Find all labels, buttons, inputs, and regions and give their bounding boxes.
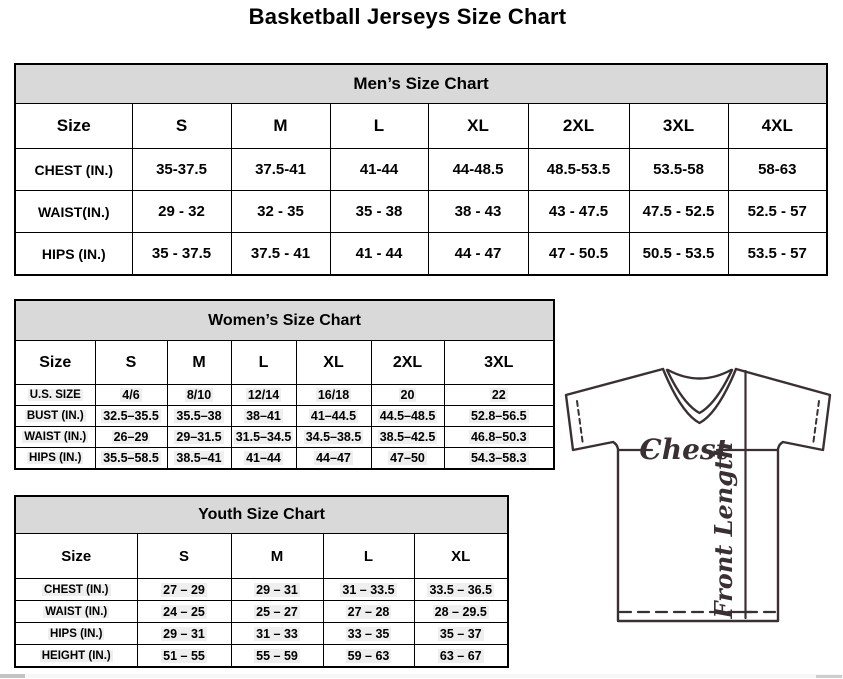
collar-inner-v: [667, 370, 732, 413]
youth-table-title: Youth Size Chart: [15, 496, 508, 534]
column-header: L: [330, 104, 428, 149]
highlighted-text: HEIGHT (IN.): [41, 649, 111, 662]
row-label: WAIST(IN.): [15, 191, 132, 233]
highlighted-text: 44.5–48.5: [379, 409, 436, 423]
highlighted-text: 52.8–56.5: [470, 409, 527, 423]
right-cuff-dashed-line: [813, 401, 819, 445]
column-header: S: [95, 341, 167, 385]
value-cell: [137, 601, 231, 623]
collar-outer-v: [663, 369, 736, 423]
size-column-label: Size: [15, 341, 95, 385]
highlighted-text: BUST (IN.): [26, 410, 84, 422]
value-cell: 50.5 - 53.5: [629, 233, 728, 276]
highlighted-text: U.S. SIZE: [29, 389, 81, 401]
collar-back-arc: [668, 370, 731, 379]
column-header: XL: [428, 104, 528, 149]
highlighted-text: 38–41: [246, 409, 281, 423]
highlighted-text: 33 – 35: [347, 626, 390, 641]
highlighted-text: 35 – 37: [439, 626, 482, 641]
page-title: Basketball Jerseys Size Chart: [248, 4, 567, 29]
column-header: 2XL: [371, 341, 444, 385]
value-cell: 35 - 37.5: [132, 233, 231, 276]
value-cell: 53.5-58: [629, 149, 728, 191]
value-cell: 43 - 47.5: [528, 191, 629, 233]
table-row: [15, 579, 508, 601]
value-cell: [444, 448, 554, 470]
value-cell: 48.5-53.5: [528, 149, 629, 191]
highlighted-text: 32.5–35.5: [103, 409, 159, 423]
highlighted-text: 38.5–41: [176, 451, 222, 465]
youth-size-table: [14, 495, 509, 668]
row-label: [15, 427, 95, 448]
column-header: L: [231, 341, 296, 385]
value-cell: 35-37.5: [132, 149, 231, 191]
highlighted-text: CHEST (IN.): [43, 583, 109, 596]
womens-size-table: [14, 299, 555, 470]
highlighted-text: 25 – 27: [256, 604, 298, 619]
highlighted-text: 54.3–58.3: [470, 451, 527, 465]
column-header: M: [167, 341, 231, 385]
table-row: [15, 427, 554, 448]
horizontal-scrollbar-thumb-left[interactable]: [0, 674, 25, 678]
row-label: [15, 579, 137, 601]
highlighted-text: 46.8–50.3: [470, 430, 527, 444]
highlighted-text: HIPS (IN.): [50, 627, 103, 640]
value-cell: [371, 427, 444, 448]
value-cell: 47.5 - 52.5: [629, 191, 728, 233]
value-cell: [95, 427, 167, 448]
left-cuff-dashed-line: [577, 401, 583, 445]
highlighted-text: 29 – 31: [163, 626, 205, 641]
column-header: 3XL: [629, 104, 728, 149]
value-cell: [137, 645, 231, 668]
row-label: CHEST (IN.): [15, 149, 132, 191]
mens-size-table: [14, 63, 828, 276]
size-column-label: Size: [15, 534, 137, 579]
value-cell: [444, 385, 554, 406]
table-row: [15, 406, 554, 427]
row-label: [15, 645, 137, 668]
table-row: [15, 645, 508, 668]
value-cell: 47 - 50.5: [528, 233, 629, 276]
value-cell: [95, 406, 167, 427]
column-header: L: [323, 534, 414, 579]
value-cell: [137, 579, 231, 601]
value-cell: 52.5 - 57: [728, 191, 827, 233]
horizontal-scrollbar-thumb-right[interactable]: [816, 675, 842, 678]
value-cell: [137, 623, 231, 645]
row-label: HIPS (IN.): [15, 233, 132, 276]
jersey-outline: [566, 369, 830, 621]
value-cell: 37.5 - 41: [231, 233, 330, 276]
value-cell: 35 - 38: [330, 191, 428, 233]
column-header: 2XL: [528, 104, 629, 149]
mens-table-title: Men’s Size Chart: [15, 64, 827, 104]
row-label: [15, 385, 95, 406]
highlighted-text: 27 – 28: [347, 604, 390, 619]
value-cell: [323, 623, 414, 645]
highlighted-text: 33.5 – 36.5: [429, 582, 493, 597]
value-cell: [323, 645, 414, 668]
highlighted-text: 26–29: [113, 430, 149, 444]
highlighted-text: 12/14: [247, 388, 280, 402]
row-label: [15, 448, 95, 470]
highlighted-text: 20: [400, 388, 415, 402]
highlighted-text: 63 – 67: [439, 648, 482, 663]
table-row: [15, 191, 827, 233]
table-row: [15, 623, 508, 645]
highlighted-text: 35.5–38: [176, 409, 222, 423]
value-cell: [414, 645, 508, 668]
table-row: [15, 233, 827, 276]
value-cell: [414, 579, 508, 601]
highlighted-text: 51 – 55: [163, 648, 205, 663]
size-column-label: Size: [15, 104, 132, 149]
value-cell: [231, 406, 296, 427]
highlighted-text: WAIST (IN.): [24, 431, 87, 443]
highlighted-text: 38.5–42.5: [379, 430, 436, 444]
row-label: [15, 601, 137, 623]
chest-label: Chest: [639, 433, 729, 466]
highlighted-text: 16/18: [317, 388, 350, 402]
column-header: M: [231, 534, 323, 579]
value-cell: [296, 448, 371, 470]
highlighted-text: 28 – 29.5: [434, 604, 487, 619]
horizontal-scrollbar-track[interactable]: [0, 674, 843, 678]
highlighted-text: WAIST (IN.): [45, 605, 108, 618]
value-cell: [231, 427, 296, 448]
table-row: [15, 601, 508, 623]
value-cell: [414, 601, 508, 623]
value-cell: [371, 385, 444, 406]
value-cell: 32 - 35: [231, 191, 330, 233]
value-cell: [231, 385, 296, 406]
highlighted-text: 4/6: [122, 388, 140, 402]
value-cell: [231, 623, 323, 645]
jersey-measurement-diagram: [556, 360, 838, 632]
womens-table-title: Women’s Size Chart: [15, 300, 554, 341]
row-label: [15, 623, 137, 645]
value-cell: [231, 448, 296, 470]
column-header: XL: [414, 534, 508, 579]
front-length-measure-line: [739, 371, 752, 618]
value-cell: [296, 427, 371, 448]
value-cell: 41-44: [330, 149, 428, 191]
highlighted-text: 24 – 25: [163, 604, 205, 619]
highlighted-text: 31.5–34.5: [235, 430, 292, 444]
column-header: 4XL: [728, 104, 827, 149]
highlighted-text: 55 – 59: [256, 648, 298, 663]
value-cell: [371, 448, 444, 470]
value-cell: [167, 448, 231, 470]
value-cell: [323, 601, 414, 623]
table-row: [15, 149, 827, 191]
value-cell: [231, 579, 323, 601]
column-header: S: [137, 534, 231, 579]
value-cell: [444, 427, 554, 448]
value-cell: 58-63: [728, 149, 827, 191]
value-cell: 38 - 43: [428, 191, 528, 233]
value-cell: [296, 406, 371, 427]
highlighted-text: 44–47: [316, 451, 351, 465]
highlighted-text: 29 – 31: [256, 582, 298, 597]
front-length-label: Front Length: [709, 441, 738, 619]
value-cell: 29 - 32: [132, 191, 231, 233]
highlighted-text: 8/10: [186, 388, 212, 402]
row-label: [15, 406, 95, 427]
value-cell: [167, 406, 231, 427]
highlighted-text: 27 – 29: [163, 582, 205, 597]
value-cell: [323, 579, 414, 601]
value-cell: 37.5-41: [231, 149, 330, 191]
value-cell: 44-48.5: [428, 149, 528, 191]
column-header: M: [231, 104, 330, 149]
value-cell: [296, 385, 371, 406]
value-cell: [95, 448, 167, 470]
value-cell: [95, 385, 167, 406]
column-header: 3XL: [444, 341, 554, 385]
table-row: [15, 448, 554, 470]
highlighted-text: 41–44: [246, 451, 281, 465]
value-cell: 44 - 47: [428, 233, 528, 276]
value-cell: [231, 645, 323, 668]
value-cell: [444, 406, 554, 427]
value-cell: [231, 601, 323, 623]
highlighted-text: 31 – 33: [256, 626, 298, 641]
highlighted-text: 22: [491, 388, 506, 402]
highlighted-text: HIPS (IN.): [29, 452, 82, 464]
value-cell: 53.5 - 57: [728, 233, 827, 276]
highlighted-text: 29–31.5: [176, 430, 222, 444]
value-cell: [371, 406, 444, 427]
highlighted-text: 59 – 63: [347, 648, 390, 663]
table-row: [15, 385, 554, 406]
highlighted-text: 31 – 33.5: [342, 582, 395, 597]
highlighted-text: 34.5–38.5: [305, 430, 362, 444]
column-header: XL: [296, 341, 371, 385]
value-cell: [414, 623, 508, 645]
highlighted-text: 47–50: [390, 451, 425, 465]
value-cell: [167, 427, 231, 448]
value-cell: [167, 385, 231, 406]
highlighted-text: 35.5–58.5: [103, 451, 159, 465]
column-header: S: [132, 104, 231, 149]
value-cell: 41 - 44: [330, 233, 428, 276]
highlighted-text: 41–44.5: [310, 409, 357, 423]
